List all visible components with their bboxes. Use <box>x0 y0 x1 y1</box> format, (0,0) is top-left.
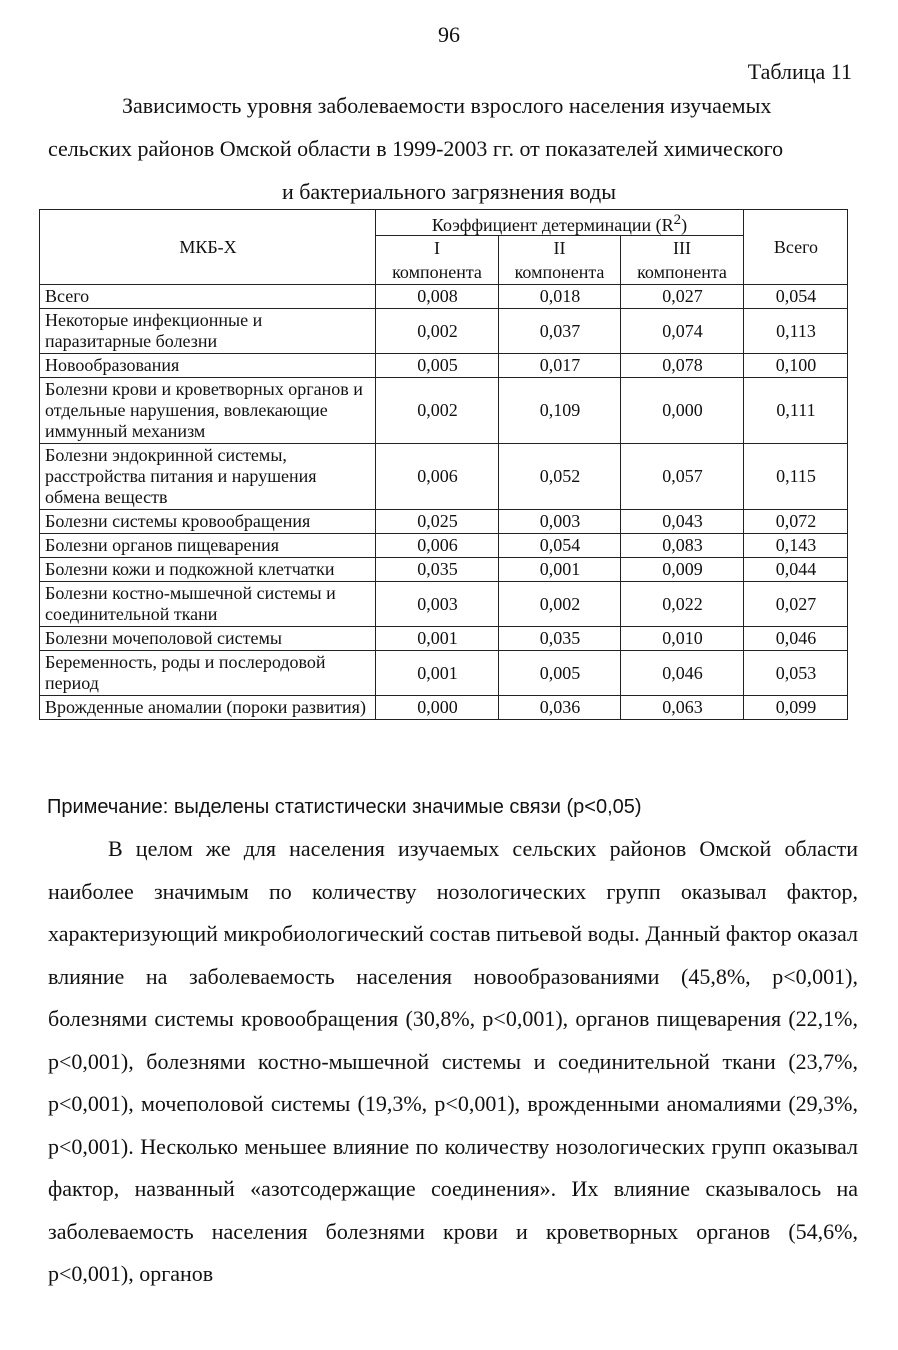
total-value: 0,111 <box>744 378 848 444</box>
body-text <box>48 828 858 1296</box>
table-row <box>40 354 848 378</box>
table-note: Примечание: выделены статистически значимые связи (р<0,05) <box>47 796 642 818</box>
component-2-value: 0,052 <box>499 444 621 510</box>
component-3-value: 0,074 <box>621 309 744 354</box>
component-1-value: 0,008 <box>376 285 499 309</box>
component-1-value: 0,006 <box>376 534 499 558</box>
determination-coefficient-table <box>39 209 848 720</box>
component-3-value: 0,057 <box>621 444 744 510</box>
component-2-value: 0,017 <box>499 354 621 378</box>
disease-group-name: Болезни крови и кроветворных органов и отдельные нарушения, вовлекающие иммунный механизм <box>40 378 376 444</box>
table-row <box>40 582 848 627</box>
header-component-1-word: компонента <box>392 262 482 282</box>
disease-group-name: Некоторые инфекционные и паразитарные болезни <box>40 309 376 354</box>
total-value: 0,143 <box>744 534 848 558</box>
component-3-value: 0,027 <box>621 285 744 309</box>
total-value: 0,100 <box>744 354 848 378</box>
component-2-value: 0,035 <box>499 627 621 651</box>
component-3-value: 0,078 <box>621 354 744 378</box>
component-1-value: 0,002 <box>376 309 499 354</box>
header-component-2-word: компонента <box>514 262 605 282</box>
total-value: 0,053 <box>744 651 848 696</box>
disease-group-name: Болезни кожи и подкожной клетчатки <box>40 558 376 582</box>
total-value: 0,046 <box>744 627 848 651</box>
component-2-value: 0,054 <box>499 534 621 558</box>
disease-group-name: Врожденные аномалии (пороки развития) <box>40 696 376 720</box>
disease-group-name: Болезни мочеполовой системы <box>40 627 376 651</box>
table-row <box>40 378 848 444</box>
component-1-value: 0,001 <box>376 627 499 651</box>
component-1-value: 0,006 <box>376 444 499 510</box>
component-2-value: 0,003 <box>499 510 621 534</box>
header-component-2 <box>499 236 621 285</box>
table-row <box>40 627 848 651</box>
component-1-value: 0,003 <box>376 582 499 627</box>
header-coefficient-close: ) <box>681 215 688 235</box>
table-row <box>40 534 848 558</box>
component-1-value: 0,001 <box>376 651 499 696</box>
component-3-value: 0,063 <box>621 696 744 720</box>
component-3-value: 0,043 <box>621 510 744 534</box>
component-3-value: 0,046 <box>621 651 744 696</box>
header-component-1-num: I <box>434 238 440 258</box>
total-value: 0,027 <box>744 582 848 627</box>
component-3-value: 0,022 <box>621 582 744 627</box>
header-component-3-word: компонента <box>637 262 727 282</box>
total-value: 0,072 <box>744 510 848 534</box>
header-component-3-num: III <box>673 238 691 258</box>
header-coefficient-sup: 2 <box>673 212 682 228</box>
header-coefficient-label: Коэффициент детерминации (R <box>431 215 674 235</box>
table-label: Таблица 11 <box>747 59 852 84</box>
disease-group-name: Болезни костно-мышечной системы и соединительной ткани <box>40 582 376 627</box>
disease-group-name: Всего <box>40 285 376 309</box>
component-1-value: 0,025 <box>376 510 499 534</box>
total-value: 0,115 <box>744 444 848 510</box>
table-row <box>40 444 848 510</box>
caption-line-3: и бактериального загрязнения воды <box>281 179 617 204</box>
table-caption <box>40 84 858 213</box>
table-row <box>40 558 848 582</box>
component-3-value: 0,009 <box>621 558 744 582</box>
caption-line-2: сельских районов Омской области в 1999-2003 гг. от показателей химического <box>48 136 784 161</box>
header-component-1 <box>376 236 499 285</box>
total-value: 0,044 <box>744 558 848 582</box>
component-3-value: 0,083 <box>621 534 744 558</box>
caption-line-1: Зависимость уровня заболеваемости взрослого населения изучаемых <box>122 93 772 118</box>
header-coefficient-group <box>376 210 744 236</box>
page-number: 96 <box>438 22 460 47</box>
component-2-value: 0,001 <box>499 558 621 582</box>
component-1-value: 0,005 <box>376 354 499 378</box>
header-icd: МКБ-Х <box>40 210 376 285</box>
component-3-value: 0,000 <box>621 378 744 444</box>
component-2-value: 0,018 <box>499 285 621 309</box>
table-row <box>40 285 848 309</box>
header-component-2-num: II <box>553 238 566 258</box>
component-2-value: 0,109 <box>499 378 621 444</box>
component-1-value: 0,035 <box>376 558 499 582</box>
total-value: 0,113 <box>744 309 848 354</box>
disease-group-name: Беременность, роды и послеродовой период <box>40 651 376 696</box>
table-row <box>40 651 848 696</box>
table-row <box>40 510 848 534</box>
component-2-value: 0,036 <box>499 696 621 720</box>
disease-group-name: Новообразования <box>40 354 376 378</box>
disease-group-name: Болезни органов пищеварения <box>40 534 376 558</box>
total-value: 0,099 <box>744 696 848 720</box>
component-1-value: 0,002 <box>376 378 499 444</box>
header-total: Всего <box>744 210 848 285</box>
header-component-3 <box>621 236 744 285</box>
component-2-value: 0,037 <box>499 309 621 354</box>
disease-group-name: Болезни эндокринной системы, расстройства питания и нарушения обмена веществ <box>40 444 376 510</box>
component-2-value: 0,002 <box>499 582 621 627</box>
table-row <box>40 309 848 354</box>
table-row <box>40 696 848 720</box>
component-1-value: 0,000 <box>376 696 499 720</box>
body-paragraph: В целом же для населения изучаемых сельских районов Омской области наиболее значимым по количеству нозологических групп оказывал фактор, характеризующий микробиологический состав питьевой воды. Данный фактор оказал влияние на заболеваемость населения новообразованиями (45,8%, р<0,001), болезнями системы кровообращения (30,8%, р<0,001), органов пищеварения (22,1%, р<0,001), болезнями костно-мышечной системы и соединительной ткани (23,7%, р<0,001), мочеполовой системы (19,3%, р<0,001), врожденными аномалиями (29,3%, р<0,001). Несколько меньшее влияние по количеству нозологических групп оказывал фактор, названный «азотсодержащие соединения». Их влияние сказывалось на заболеваемость населения болезнями крови и кроветворных органов (54,6%, р<0,001), органов <box>48 836 858 1286</box>
component-3-value: 0,010 <box>621 627 744 651</box>
total-value: 0,054 <box>744 285 848 309</box>
component-2-value: 0,005 <box>499 651 621 696</box>
disease-group-name: Болезни системы кровообращения <box>40 510 376 534</box>
